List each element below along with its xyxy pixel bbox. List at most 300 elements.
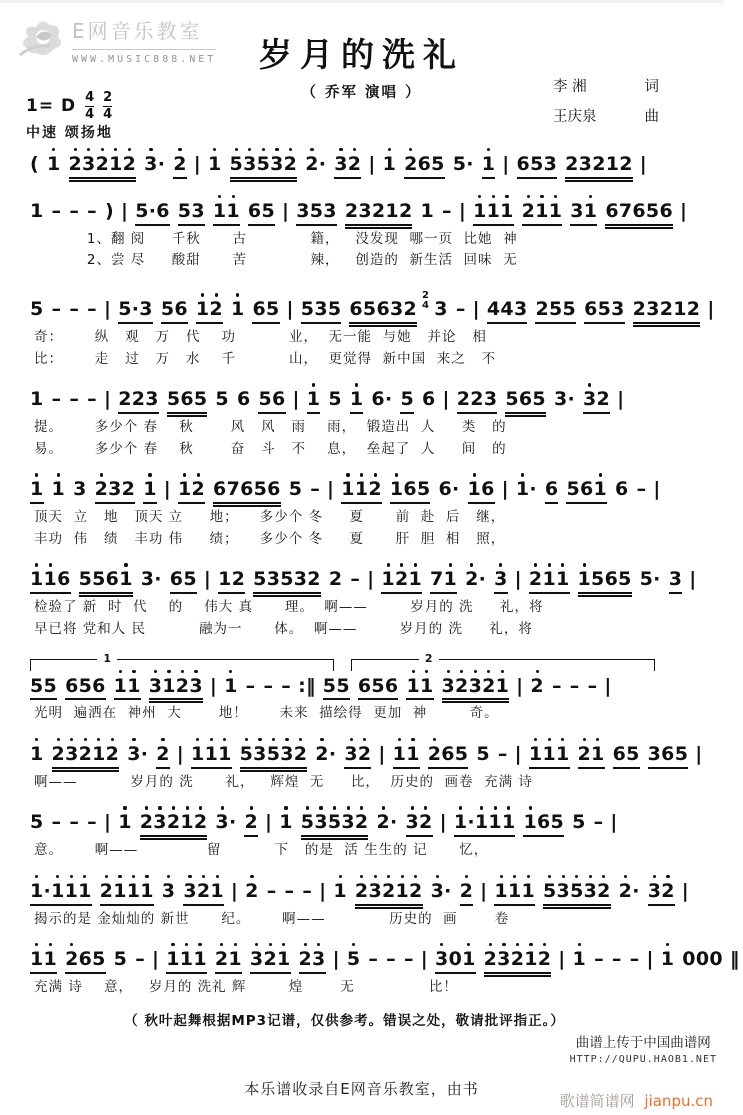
note-group <box>218 569 245 594</box>
note-char: 1 <box>382 153 397 175</box>
note-char: 1 <box>191 742 205 765</box>
note-char: 5 <box>639 568 654 591</box>
note-char: – <box>636 478 647 501</box>
note-char: 6 <box>213 478 227 501</box>
note-group <box>215 389 229 412</box>
note-group <box>376 812 397 835</box>
barline <box>443 389 450 412</box>
note-group <box>516 479 537 502</box>
note-group <box>344 744 371 769</box>
note-group <box>404 154 445 179</box>
note-group <box>149 676 203 704</box>
note-char: | <box>230 879 239 902</box>
note-char: 2 <box>482 674 496 697</box>
barline <box>682 881 689 904</box>
note-group <box>442 201 452 224</box>
note-char: | <box>516 674 524 697</box>
note-char: · <box>384 388 393 411</box>
note-char: 3 <box>65 742 79 765</box>
note-char: – <box>569 674 580 697</box>
volta-label: 1 <box>97 652 117 665</box>
note-char: 1 <box>126 879 141 902</box>
note-char: 6 <box>174 298 188 321</box>
note-char: 3 <box>127 742 141 765</box>
note-char: 2 <box>565 153 579 175</box>
note-group <box>648 744 689 769</box>
note-char: 5 <box>452 153 467 175</box>
note-char: 3 <box>553 388 568 411</box>
note-char: 3 <box>145 388 159 411</box>
note-char: – <box>611 948 622 971</box>
barline <box>367 569 374 592</box>
note-char: 1 <box>660 948 675 971</box>
note-char: 1 <box>349 388 364 411</box>
note-char: 1 <box>420 199 435 222</box>
note-char: 2 <box>293 742 308 765</box>
note-char: 6 <box>417 153 432 175</box>
note-char: 3 <box>647 742 662 765</box>
note-char: 2 <box>521 199 536 222</box>
note-group <box>30 881 92 906</box>
note-group <box>669 569 683 594</box>
barline <box>516 676 523 699</box>
note-char: 2 <box>121 478 136 501</box>
note-char: 6 <box>537 811 551 834</box>
note-char: 2 <box>209 298 223 321</box>
note-char: · <box>567 388 575 411</box>
meter-digit: 2 <box>422 289 430 301</box>
barline <box>104 299 111 322</box>
note-char: 5 <box>215 388 229 411</box>
note-char: | <box>639 153 648 175</box>
note-group <box>476 744 490 767</box>
lyrics-line-v1: 1、翻 阅 千秋 古 籍， 没发现 哪一页 比她 神 <box>34 230 518 247</box>
note-char: 5 <box>549 298 563 321</box>
upload-stamp <box>570 1031 717 1065</box>
note-char: 3 <box>161 879 176 902</box>
note-group <box>494 881 535 906</box>
note-group <box>69 812 79 835</box>
note-char: 1 <box>46 153 61 175</box>
note-group <box>69 154 137 182</box>
note-char: – <box>87 298 97 321</box>
note-char: 5 <box>30 811 44 834</box>
note-char: 0 <box>448 948 463 971</box>
barline <box>265 812 272 835</box>
lyrics-line-v2: 易。 多少个 春 秋 奋 斗 不 息， 垒起了 人 间 的 <box>34 440 507 457</box>
note-char: · <box>131 298 140 321</box>
note-char: 5 <box>135 199 149 222</box>
upload-site-name: 曲谱上传于中国曲谱网 <box>575 1035 711 1051</box>
notation-line <box>26 145 697 182</box>
note-char: 1 <box>224 674 238 697</box>
note-char: 3 <box>513 298 528 321</box>
note-group <box>573 949 587 972</box>
note-char: · <box>632 879 640 902</box>
note-char: 5 <box>239 742 254 765</box>
upload-site-url: HTTP://QUPU.HAOB1.NET <box>569 1054 717 1065</box>
note-char: 1 <box>572 948 587 971</box>
note-char: | <box>378 742 386 765</box>
note-char: · <box>328 742 337 765</box>
note-group <box>87 389 97 412</box>
note-group <box>52 744 120 772</box>
note-char: 1 <box>51 879 65 902</box>
music-system-8 <box>26 735 703 793</box>
note-char: 2 <box>376 811 390 834</box>
barline <box>204 569 211 592</box>
barline <box>680 201 687 224</box>
note-char: | <box>281 199 290 222</box>
note-char: 2 <box>381 879 396 902</box>
note-char: 6 <box>267 478 281 501</box>
note-char: 1 <box>210 879 224 902</box>
note-char: 6 <box>584 298 598 321</box>
lyrics-line-v1: 奇： 纵 观 万 代 功 业， 无一能 与她 并论 相 <box>34 329 487 346</box>
note-char: 3 <box>583 388 597 411</box>
note-char: 6 <box>349 298 363 321</box>
note-char: 1 <box>166 948 180 971</box>
note-group <box>457 389 498 414</box>
note-char: 1 <box>462 948 476 971</box>
note-group <box>213 479 281 507</box>
note-char: 3 <box>341 811 355 834</box>
note-group <box>473 201 514 226</box>
note-char: 3 <box>435 948 449 971</box>
note-group <box>52 201 62 224</box>
note-char: 1 <box>591 742 605 765</box>
note-char: 6 <box>252 298 266 321</box>
note-char: 6 <box>544 478 559 501</box>
note-group <box>578 569 632 597</box>
note-char: 6 <box>240 478 254 501</box>
note-group <box>208 154 222 177</box>
lyricist-name: 李 湘 <box>553 79 587 95</box>
note-char: 1 <box>548 199 563 222</box>
note-char: 3 <box>296 199 310 222</box>
note-char: 3 <box>405 811 420 834</box>
note-char: 3 <box>323 199 337 222</box>
note-char: – <box>51 388 62 411</box>
note-char: – <box>87 199 97 222</box>
note-group <box>170 569 197 594</box>
lyrics-line-v2: 早已将 党和人 民 融为一 体。 啊—— 岁月的 洗 礼，将 <box>34 620 533 637</box>
barline <box>689 569 696 592</box>
lyrics-line-v1: 意。 啊—— 留 下 的是 活 生生的 记 忆， <box>34 842 489 859</box>
note-char: 2 <box>459 879 474 902</box>
note-group <box>578 744 605 769</box>
note-char: · <box>148 199 157 222</box>
note-char: 1 <box>673 298 687 321</box>
note-group <box>498 744 508 767</box>
barline <box>378 744 385 767</box>
note-char: – <box>403 948 414 971</box>
note-group <box>406 676 433 701</box>
note-char: 5 <box>322 674 337 697</box>
note-char: | <box>707 298 715 321</box>
note-group <box>183 881 224 906</box>
note-group <box>434 299 448 322</box>
note-group <box>545 479 559 504</box>
note-char: 1 <box>143 478 157 501</box>
note-char: 3 <box>668 568 683 591</box>
note-group <box>682 949 723 972</box>
note-char: | <box>332 948 340 971</box>
note-char: – <box>245 674 256 697</box>
barline <box>610 812 617 835</box>
note-group <box>213 201 240 226</box>
note-char: | <box>695 742 703 765</box>
note-char: 3 <box>483 388 498 411</box>
note-group <box>246 676 256 699</box>
note-char: 1 <box>30 199 44 222</box>
note-group <box>529 569 570 594</box>
note-char: | <box>265 811 273 834</box>
note-group <box>173 154 187 179</box>
note-char: 3 <box>191 199 205 222</box>
note-char: 1 <box>381 568 395 591</box>
note-group <box>240 744 308 772</box>
meter-numerator: 4 <box>85 90 95 105</box>
volta-bracket-1 <box>30 651 334 671</box>
note-char: 1 <box>500 199 514 222</box>
note-group <box>552 676 562 699</box>
note-group <box>118 812 132 835</box>
music-system-3 <box>26 282 715 371</box>
note-char: 6 <box>92 674 106 697</box>
note-char: 2 <box>105 742 120 765</box>
note-char: 6 <box>661 742 675 765</box>
note-char: 5 <box>591 568 605 591</box>
note-char: 2 <box>409 879 423 902</box>
note-char: | <box>653 478 661 501</box>
note-group <box>612 949 622 972</box>
note-char: | <box>209 674 218 697</box>
barline <box>104 389 111 412</box>
note-group <box>583 389 610 414</box>
note-group <box>347 949 361 972</box>
note-char: 2 <box>191 478 206 501</box>
note-char: · <box>154 568 162 591</box>
note-group <box>267 881 277 904</box>
note-char: 2 <box>686 298 701 321</box>
note-char: 6 <box>180 388 194 411</box>
note-char: 6 <box>371 388 385 411</box>
barline <box>515 569 522 592</box>
note-char: 5 <box>30 298 44 321</box>
note-char: 5 <box>597 298 612 321</box>
note-group <box>167 389 208 417</box>
note-char: | <box>502 153 510 175</box>
note-group <box>296 201 337 226</box>
note-char: 5 <box>229 153 244 175</box>
note-char: | <box>103 811 112 834</box>
notation-line <box>26 560 697 597</box>
barline <box>640 154 647 177</box>
notation-line <box>26 803 697 840</box>
note-char: 5 <box>566 478 580 501</box>
note-char: · <box>466 153 474 175</box>
note-char: 5 <box>92 568 106 591</box>
note-char: 2 <box>368 478 382 501</box>
note-char: – <box>302 879 313 902</box>
note-group <box>630 949 640 972</box>
note-char: 1 <box>127 674 141 697</box>
note-char: 2 <box>404 153 418 175</box>
note-char: 6 <box>612 742 627 765</box>
note-group <box>245 881 259 904</box>
note-group <box>30 479 44 504</box>
time-signature-2-4 <box>103 91 112 122</box>
note-char: 6 <box>105 568 120 591</box>
logo-url: WWW.MUSIC888.NET <box>72 54 217 65</box>
note-char: 2 <box>394 568 409 591</box>
note-group <box>310 479 320 502</box>
note-char: 1 <box>333 879 347 902</box>
note-group <box>231 299 245 322</box>
note-char: 1 <box>218 568 232 591</box>
note-group <box>465 569 486 592</box>
note-char: | <box>646 948 654 971</box>
note-char: 2 <box>156 742 170 765</box>
note-char: · <box>444 879 452 902</box>
note-char: 1 <box>228 948 242 971</box>
note-char: 5 <box>160 298 175 321</box>
note-char: 6 <box>438 478 452 501</box>
note-char: 3 <box>646 298 660 321</box>
note-char: 1 <box>113 879 127 902</box>
note-char: 3 <box>434 298 448 321</box>
note-group <box>454 812 516 837</box>
notation-line <box>26 667 697 704</box>
note-char: | <box>120 199 129 222</box>
note-group <box>570 201 597 226</box>
note-char: 5 <box>572 811 586 834</box>
note-char: 1 <box>577 568 592 591</box>
note-group <box>79 569 133 597</box>
note-group <box>52 812 62 835</box>
note-char: 1 <box>30 388 44 411</box>
barline <box>319 881 326 904</box>
note-group <box>368 949 378 972</box>
note-char: 2 <box>403 298 418 321</box>
note-group <box>566 479 607 504</box>
note-char: 3 <box>497 948 511 971</box>
note-group <box>393 744 420 769</box>
note-group <box>350 569 360 592</box>
watermark-site-name: 歌谱简谱网 <box>559 1092 635 1110</box>
note-char: 5 <box>30 674 44 697</box>
note-char: 2 <box>263 948 277 971</box>
note-char: 3 <box>82 153 96 175</box>
note-char: 3 <box>334 153 348 175</box>
notation-line <box>26 940 740 977</box>
note-group <box>438 479 459 502</box>
note-group <box>166 949 207 974</box>
note-char: · <box>140 742 149 765</box>
note-char: 3 <box>430 879 445 902</box>
barline <box>473 299 480 322</box>
note-group <box>484 949 552 977</box>
note-char: 2 <box>118 388 132 411</box>
note-group <box>420 201 434 224</box>
note-char: 6 <box>169 568 184 591</box>
note-char: | <box>292 388 300 411</box>
note-char: 1 <box>486 199 501 222</box>
note-char: 1 <box>43 568 58 591</box>
note-char: 2 <box>455 674 469 697</box>
note-char: 5 <box>253 568 267 591</box>
note-char: · <box>653 568 661 591</box>
note-char: 6 <box>376 298 390 321</box>
credits <box>553 75 659 135</box>
note-char: 5 <box>431 153 445 175</box>
note-group <box>237 389 251 412</box>
note-group <box>400 389 414 414</box>
barline <box>707 299 714 322</box>
note-char: 3 <box>243 153 257 175</box>
collection-credit: 本乐谱收录自E网音乐教室，由书 <box>244 1080 479 1098</box>
note-char: · <box>389 811 398 834</box>
note-char: 1 <box>583 199 598 222</box>
note-char: 2 <box>244 811 258 834</box>
note-group <box>301 299 342 324</box>
note-char: 6 <box>615 478 629 501</box>
note-char: 2 <box>328 568 343 591</box>
watermark <box>560 1090 713 1111</box>
note-char: 1 <box>389 478 404 501</box>
note-group <box>178 479 205 504</box>
note-char: 6 <box>156 199 170 222</box>
note-group <box>554 389 575 412</box>
note-char: 2 <box>68 153 83 175</box>
lyrics-line-v1: 顶天 立 地 顶天 立 地； 多少个 冬 夏 前 赴 后 继， <box>34 509 506 526</box>
notation-line <box>26 192 697 229</box>
note-group <box>114 949 128 972</box>
note-group <box>105 201 114 224</box>
note-char: 1 <box>177 478 192 501</box>
note-char: 1 <box>30 948 44 971</box>
note-char: 2 <box>618 879 633 902</box>
barline <box>604 676 611 699</box>
note-group <box>494 569 508 594</box>
note-char: | <box>514 742 522 765</box>
note-group <box>381 569 422 594</box>
note-char: 1 <box>523 811 537 834</box>
note-char: – <box>551 674 562 697</box>
note-group <box>468 479 495 504</box>
note-char: – <box>51 811 62 834</box>
transcriber-note: （ 秋叶起舞根据MP3记谱，仅供参考。错误之处，敬请批评指正。） <box>124 1012 565 1029</box>
note-char: | <box>480 879 488 902</box>
note-char: – <box>51 298 62 321</box>
note-char: | <box>203 568 212 591</box>
barline <box>421 949 428 972</box>
note-char: 5 <box>258 388 272 411</box>
note-char: 3 <box>215 811 229 834</box>
note-group <box>52 389 62 412</box>
note-group <box>529 744 570 769</box>
note-char: 5 <box>92 948 106 971</box>
note-char: 1 <box>521 879 535 902</box>
note-group <box>460 881 474 906</box>
note-group <box>619 881 640 904</box>
note-char: 2 <box>214 948 229 971</box>
note-char: 1 <box>481 153 496 175</box>
note-char: 1 <box>51 478 66 501</box>
note-char: 1 <box>113 674 128 697</box>
note-group <box>250 949 291 974</box>
